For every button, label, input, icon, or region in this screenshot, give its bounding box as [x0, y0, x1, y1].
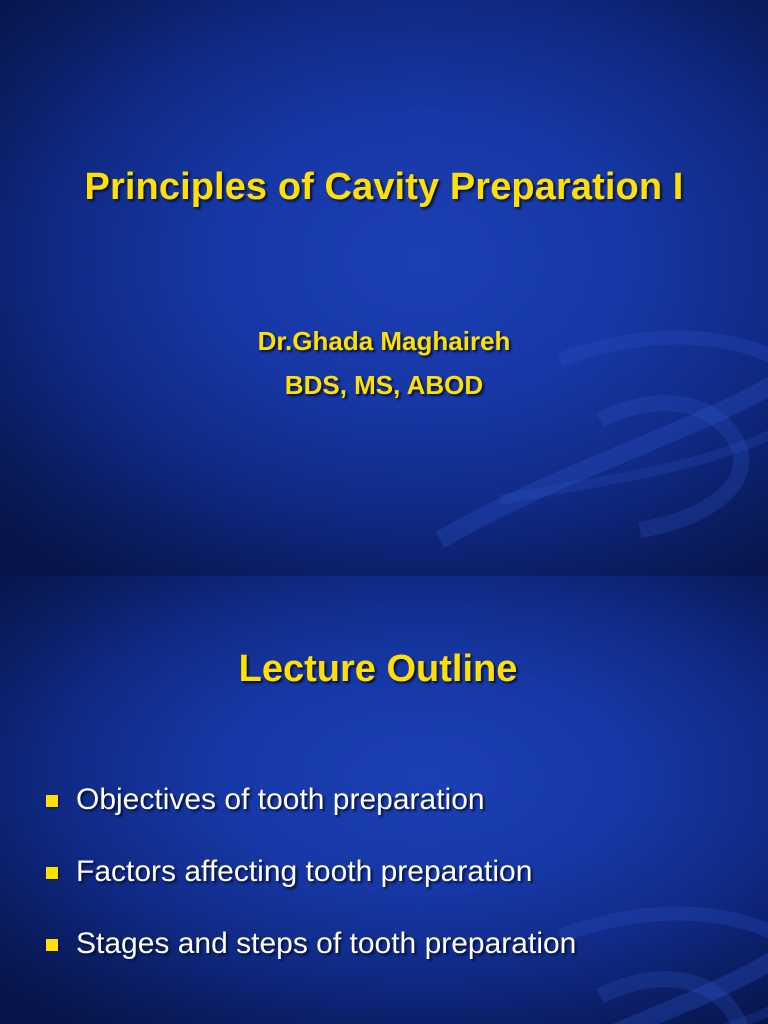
square-bullet-icon — [46, 795, 58, 807]
list-item-text: Factors affecting tooth preparation — [76, 855, 533, 888]
slide-title: Principles of Cavity Preparation I — [84, 166, 684, 208]
list-item — [46, 780, 576, 852]
list-item — [46, 852, 576, 924]
slide-title: Lecture Outline — [238, 648, 518, 690]
author-credentials: BDS, MS, ABOD — [284, 370, 484, 400]
list-item — [46, 924, 576, 996]
author-name: Dr.Ghada Maghaireh — [257, 326, 511, 356]
outline-list — [46, 780, 576, 996]
list-item-text: Objectives of tooth preparation — [76, 783, 485, 816]
outline-slide — [0, 576, 768, 1024]
list-item-text: Stages and steps of tooth preparation — [76, 927, 577, 960]
square-bullet-icon — [46, 939, 58, 951]
square-bullet-icon — [46, 867, 58, 879]
